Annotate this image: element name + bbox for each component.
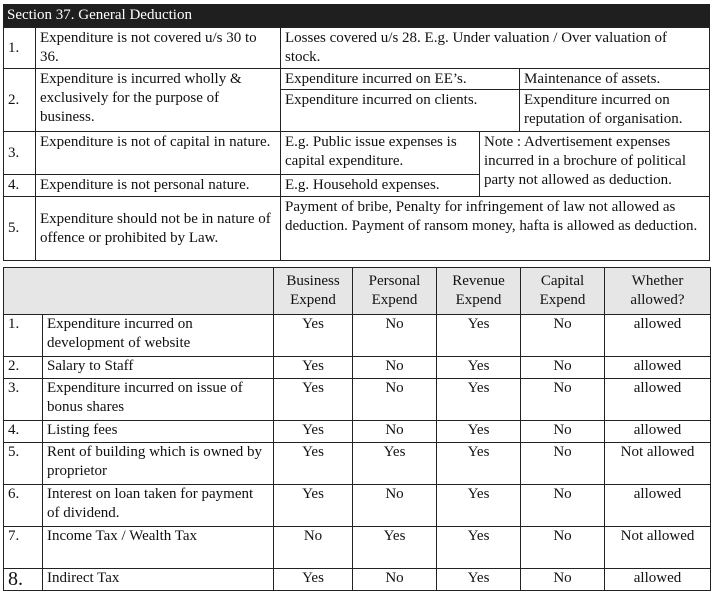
cell-personal: No — [353, 485, 437, 527]
condition-number: 3. — [3, 131, 36, 175]
cell-capital: No — [521, 485, 605, 527]
condition-detail: E.g. Household expenses. — [280, 174, 480, 197]
cell-personal: No — [353, 379, 437, 421]
row-number: 2. — [4, 357, 43, 379]
condition-detail: Expenditure incurred on reputation of organisation. — [519, 89, 710, 132]
cell-business: No — [274, 527, 353, 569]
condition-text: Expenditure is not covered u/s 30 to 36. — [35, 27, 281, 69]
condition-text: Expenditure is not of capital in nature. — [35, 131, 281, 175]
table-row — [4, 357, 711, 379]
table-row — [4, 379, 711, 421]
cell-business: Yes — [274, 443, 353, 485]
cell-capital: No — [521, 379, 605, 421]
cell-business: Yes — [274, 485, 353, 527]
row-item: Interest on loan taken for payment of dividend. — [43, 485, 274, 527]
header-personal: Personal Expend — [353, 268, 437, 315]
row-item: Rent of building which is owned by proprietor — [43, 443, 274, 485]
row-number: 1. — [4, 315, 43, 357]
cell-allowed: allowed — [605, 485, 711, 527]
cell-allowed: allowed — [605, 421, 711, 443]
cell-revenue: Yes — [437, 527, 521, 569]
cell-personal: Yes — [353, 443, 437, 485]
cell-revenue: Yes — [437, 357, 521, 379]
condition-detail: Expenditure incurred on clients. — [280, 89, 520, 132]
condition-text: Expenditure is incurred wholly & exclusively for the purpose of business. — [35, 68, 281, 132]
cell-allowed: allowed — [605, 379, 711, 421]
expenditure-table — [3, 267, 711, 591]
cell-allowed: allowed — [605, 357, 711, 379]
cell-personal: Yes — [353, 527, 437, 569]
condition-number: 4. — [3, 174, 36, 197]
cell-allowed: Not allowed — [605, 443, 711, 485]
row-number: 7. — [4, 527, 43, 569]
cell-business: Yes — [274, 357, 353, 379]
condition-detail: E.g. Public issue expenses is capital expenditure. — [280, 131, 480, 175]
row-item: Salary to Staff — [43, 357, 274, 379]
cell-allowed: allowed — [605, 315, 711, 357]
header-blank — [4, 268, 274, 315]
condition-number: 2. — [3, 68, 36, 132]
cell-personal: No — [353, 421, 437, 443]
row-item: Listing fees — [43, 421, 274, 443]
row-number: 6. — [4, 485, 43, 527]
condition-number: 5. — [3, 196, 36, 261]
cell-personal: No — [353, 357, 437, 379]
cell-revenue: Yes — [437, 569, 521, 591]
header-allowed: Whether allowed? — [605, 268, 711, 315]
section-header: Section 37. General Deduction — [3, 4, 710, 27]
row-item: Income Tax / Wealth Tax — [43, 527, 274, 569]
condition-text: Expenditure should not be in nature of offence or prohibited by Law. — [35, 196, 281, 261]
row-number: 3. — [4, 379, 43, 421]
cell-business: Yes — [274, 569, 353, 591]
row-item: Expenditure incurred on issue of bonus shares — [43, 379, 274, 421]
row-number: 8. — [4, 569, 43, 591]
row-number: 5. — [4, 443, 43, 485]
row-item: Indirect Tax — [43, 569, 274, 591]
cell-capital: No — [521, 569, 605, 591]
condition-detail: Expenditure incurred on EE’s. — [280, 68, 520, 90]
table-row — [4, 315, 711, 357]
cell-capital: No — [521, 357, 605, 379]
table-header-row — [4, 268, 711, 315]
cell-capital: No — [521, 443, 605, 485]
cell-revenue: Yes — [437, 443, 521, 485]
cell-capital: No — [521, 315, 605, 357]
cell-business: Yes — [274, 315, 353, 357]
cell-revenue: Yes — [437, 315, 521, 357]
condition-number: 1. — [3, 27, 36, 69]
condition-detail: Maintenance of assets. — [519, 68, 710, 90]
table-row — [4, 485, 711, 527]
condition-detail: Payment of bribe, Penalty for infringement of law not allowed as deduction. Payment of ransom money, hafta is allowed as deduction. — [280, 196, 710, 261]
header-capital: Capital Expend — [521, 268, 605, 315]
cell-personal: No — [353, 569, 437, 591]
cell-business: Yes — [274, 379, 353, 421]
cell-personal: No — [353, 315, 437, 357]
note-box: Note : Advertisement expenses incurred in a brochure of political party not allowed as deduction. — [479, 131, 710, 197]
table-row — [4, 421, 711, 443]
cell-revenue: Yes — [437, 379, 521, 421]
cell-allowed: allowed — [605, 569, 711, 591]
condition-detail: Losses covered u/s 28. E.g. Under valuation / Over valuation of stock. — [280, 27, 710, 69]
table-row — [4, 443, 711, 485]
cell-revenue: Yes — [437, 421, 521, 443]
cell-business: Yes — [274, 421, 353, 443]
cell-capital: No — [521, 421, 605, 443]
cell-allowed: Not allowed — [605, 527, 711, 569]
condition-text: Expenditure is not personal nature. — [35, 174, 281, 197]
row-number: 4. — [4, 421, 43, 443]
header-revenue: Revenue Expend — [437, 268, 521, 315]
table-row — [4, 569, 711, 591]
header-business: Business Expend — [274, 268, 353, 315]
cell-capital: No — [521, 527, 605, 569]
row-item: Expenditure incurred on development of website — [43, 315, 274, 357]
table-row — [4, 527, 711, 569]
cell-revenue: Yes — [437, 485, 521, 527]
